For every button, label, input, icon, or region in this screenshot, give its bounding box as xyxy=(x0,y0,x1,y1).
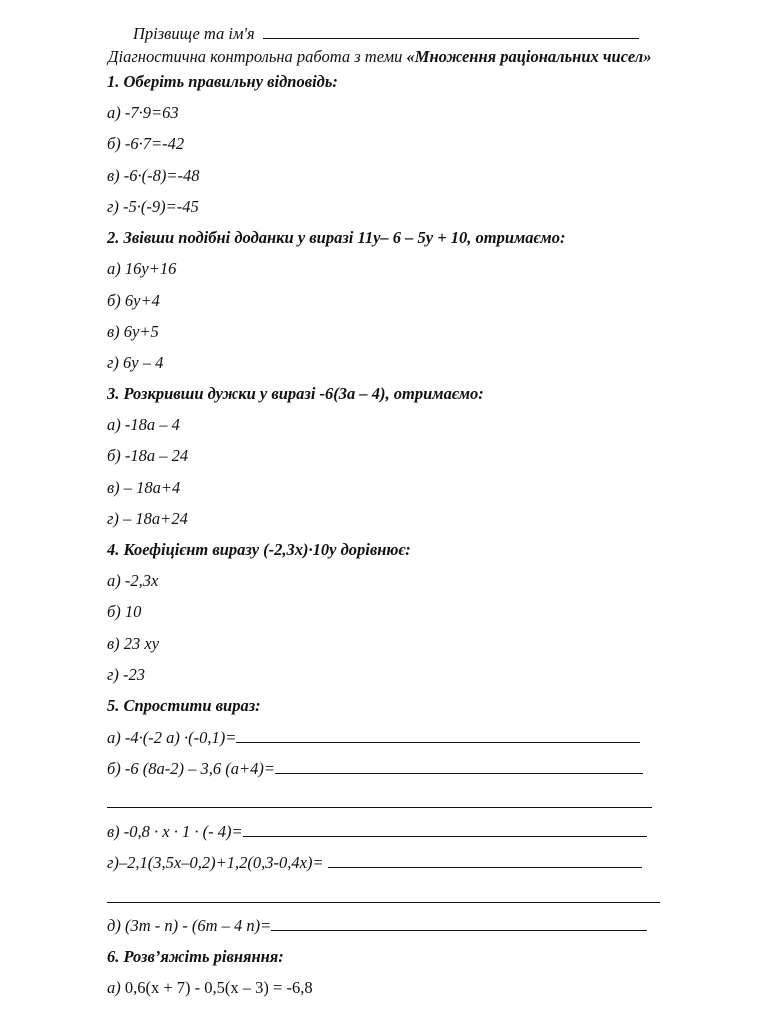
q1-option-c: в) -6·(-8)=-48 xyxy=(107,166,200,185)
name-label: Прізвище та ім'я xyxy=(133,24,255,43)
q5-item-c-blank xyxy=(243,822,647,837)
q4-option-a: а) -2,3х xyxy=(107,571,159,590)
q5-item-b-row xyxy=(107,759,643,779)
q6-item-a-row xyxy=(107,978,313,998)
q4-option-b: б) 10 xyxy=(107,602,142,621)
q5-item-c: в) -0,8 · х · 1 · (- 4)= xyxy=(107,822,243,841)
name-field-row xyxy=(133,24,639,44)
question-1-title: 1. Оберіть правильну відповідь: xyxy=(107,72,338,91)
subtitle-prefix: Діагностична контрольна работа з теми xyxy=(108,47,403,66)
q3-option-b: б) -18а – 24 xyxy=(107,446,189,465)
q5-item-d-blank xyxy=(328,853,642,868)
q5-item-a-blank xyxy=(236,728,640,743)
q5-item-b: б) -6 (8а-2) – 3,6 (а+4)= xyxy=(107,759,276,778)
question-6-title: 6. Розв’яжіть рівняння: xyxy=(107,947,284,966)
q5-answer-line-2 xyxy=(107,902,660,903)
q2-option-d: г) 6у – 4 xyxy=(107,353,164,372)
q5-item-a-row xyxy=(107,728,640,748)
q3-option-a: а) -18а – 4 xyxy=(107,415,180,434)
subtitle-topic: «Множення раціональних чисел» xyxy=(406,47,652,66)
question-2-title: 2. Звівши подібні доданки у виразі 11у– 6 – 5у + 10, отримаємо: xyxy=(107,228,566,247)
q5-item-b-blank xyxy=(275,759,643,774)
q2-option-b: б) 6у+4 xyxy=(107,291,160,310)
q3-option-d: г) – 18а+24 xyxy=(107,509,188,528)
q1-option-d: г) -5·(-9)=-45 xyxy=(107,197,199,216)
question-5-title: 5. Спростити вираз: xyxy=(107,696,261,715)
q6-item-a-equation: 0,6(x + 7) - 0,5(x – 3) = -6,8 xyxy=(124,978,313,997)
q6-item-a-label: а) xyxy=(107,978,121,997)
q5-item-e-blank xyxy=(271,916,647,931)
q5-item-c-row xyxy=(107,822,647,842)
page-subtitle xyxy=(108,47,651,67)
q5-item-d: г)–2,1(3,5х–0,2)+1,2(0,3-0,4х)= xyxy=(107,853,324,872)
q5-item-e-row xyxy=(107,916,647,936)
question-4-title: 4. Коефіцієнт виразу (-2,3х)·10у дорівнює: xyxy=(107,540,411,559)
q2-option-c: в) 6у+5 xyxy=(107,322,159,341)
q5-answer-line-1 xyxy=(107,807,652,808)
name-blank xyxy=(263,24,639,39)
q1-option-a: а) -7·9=63 xyxy=(107,103,179,122)
q5-item-a: а) -4·(-2 а) ·(-0,1)= xyxy=(107,728,237,747)
q3-option-c: в) – 18а+4 xyxy=(107,478,181,497)
q4-option-d: г) -23 xyxy=(107,665,146,684)
q5-item-e: д) (3m - n) - (6m – 4 n)= xyxy=(107,916,272,935)
question-3-title: 3. Розкривши дужки у виразі -6(3а – 4), отримаємо: xyxy=(107,384,484,403)
q5-item-d-row xyxy=(107,853,642,873)
q2-option-a: а) 16у+16 xyxy=(107,259,177,278)
q4-option-c: в) 23 ху xyxy=(107,634,160,653)
q1-option-b: б) -6·7=-42 xyxy=(107,134,185,153)
